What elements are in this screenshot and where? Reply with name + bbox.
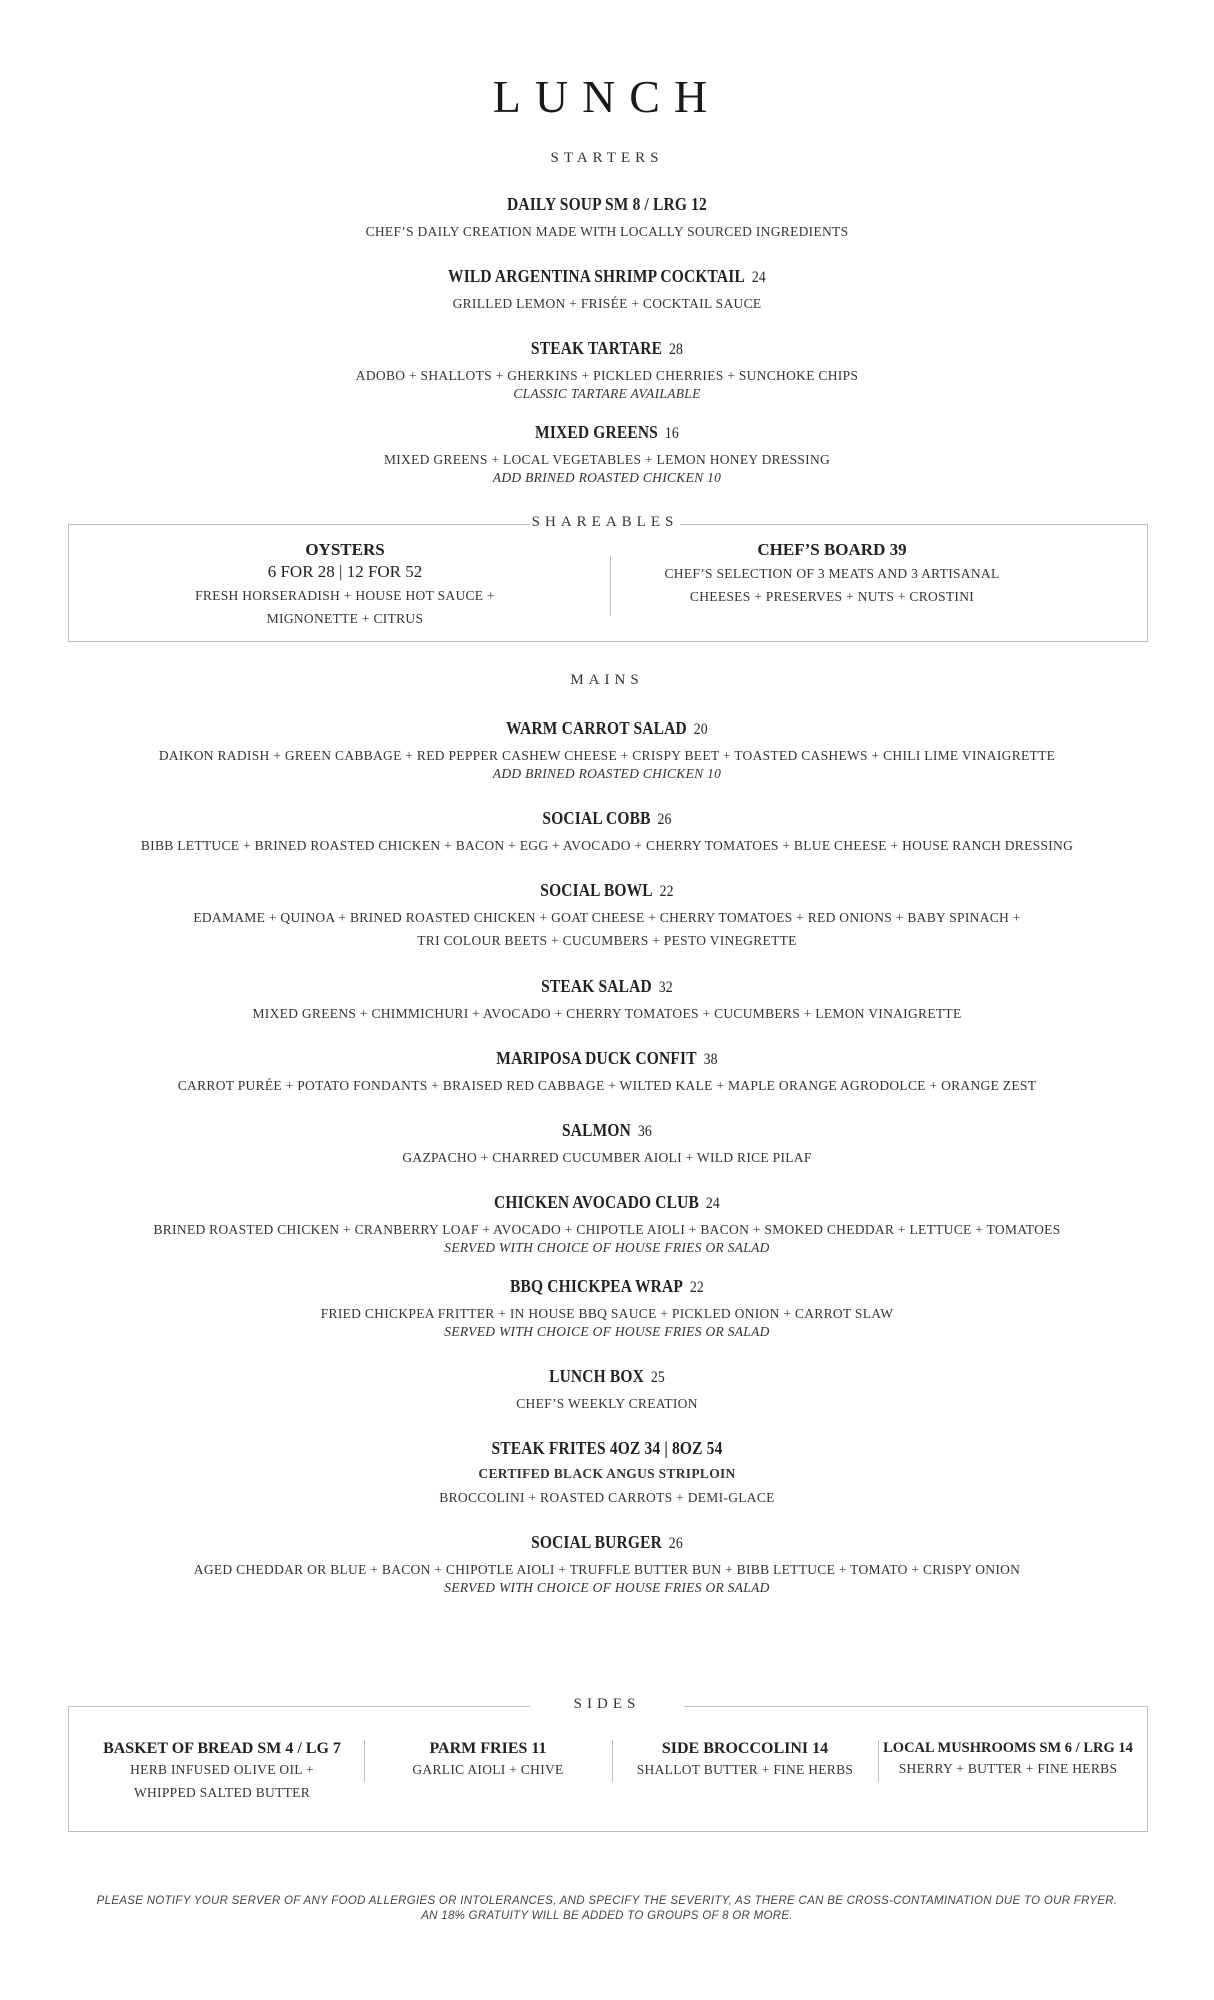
side-fries-desc: GARLIC AIOLI + CHIVE — [412, 1762, 564, 1777]
main-carrot-salad-desc: DAIKON RADISH + GREEN CABBAGE + RED PEPPER CASHEW CHEESE + CRISPY BEET + TOASTED CASHEWS + CHILI LIME VINAIGRETTE — [158, 748, 1056, 763]
side-broccolini-block — [612, 1740, 878, 1781]
chefs-board-name: CHEF’S BOARD 39 — [757, 540, 907, 559]
side-bread-desc-line2: WHIPPED SALTED BUTTER — [133, 1785, 311, 1800]
side-broccolini-desc: SHALLOT BUTTER + FINE HERBS — [636, 1762, 854, 1777]
main-salmon-name: SALMON 36 — [562, 1120, 652, 1140]
main-wrap-name: BBQ CHICKPEA WRAP 22 — [510, 1276, 704, 1296]
side-broccolini-name: SIDE BROCCOLINI 14 — [661, 1740, 829, 1757]
starter-daily-soup-desc: CHEF’S DAILY CREATION MADE WITH LOCALLY SOURCED INGREDIENTS — [365, 224, 849, 239]
side-fries-name: PARM FRIES 11 — [429, 1740, 547, 1757]
shareables-divider — [610, 556, 611, 616]
main-steak-frites-name: STEAK FRITES 4OZ 34 | 8OZ 54 — [491, 1438, 723, 1458]
main-duck-desc: CARROT PURÉE + POTATO FONDANTS + BRAISED RED CABBAGE + WILTED KALE + MAPLE ORANGE AGRODOLCE + ORANGE ZEST — [177, 1078, 1037, 1093]
main-bowl-desc: EDAMAME + QUINOA + BRINED ROASTED CHICKEN + GOAT CHEESE + CHERRY TOMATOES + RED ONIONS + BABY SPINACH + — [193, 910, 1021, 925]
main-burger-name: SOCIAL BURGER 26 — [531, 1532, 683, 1552]
mains-heading: MAINS — [570, 672, 644, 688]
oysters-prices: 6 FOR 28 | 12 FOR 52 — [267, 562, 423, 581]
starter-tartare-note: CLASSIC TARTARE AVAILABLE — [513, 386, 701, 401]
starter-greens-desc: MIXED GREENS + LOCAL VEGETABLES + LEMON HONEY DRESSING — [383, 452, 831, 467]
main-burger-note: SERVED WITH CHOICE OF HOUSE FRIES OR SALAD — [444, 1580, 770, 1595]
main-steak-frites-desc: BROCCOLINI + ROASTED CARROTS + DEMI-GLACE — [439, 1490, 775, 1505]
shareables-heading: SHAREABLES — [531, 514, 679, 530]
main-bowl-name: SOCIAL BOWL 22 — [540, 880, 674, 900]
chefs-board-desc-line1: CHEF’S SELECTION OF 3 MEATS AND 3 ARTISANAL — [664, 566, 1000, 581]
main-burger-desc: AGED CHEDDAR OR BLUE + BACON + CHIPOTLE AIOLI + TRUFFLE BUTTER BUN + BIBB LETTUCE + TOMATO + CRISPY ONION — [193, 1562, 1021, 1577]
main-steak-salad-desc: MIXED GREENS + CHIMMICHURI + AVOCADO + CHERRY TOMATOES + CUCUMBERS + LEMON VINAIGRETTE — [252, 1006, 962, 1021]
allergy-notice: PLEASE NOTIFY YOUR SERVER OF ANY FOOD ALLERGIES OR INTOLERANCES, AND SPECIFY THE SEVERITY, AS THERE CAN BE CROSS-CONTAMINATION DUE TO OUR FRYER. — [96, 1895, 1118, 1907]
main-cobb-name: SOCIAL COBB 26 — [542, 808, 672, 828]
chefs-board-desc-line2: CHEESES + PRESERVES + NUTS + CROSTINI — [689, 589, 975, 604]
starter-daily-soup-name: DAILY SOUP SM 8 / LRG 12 — [507, 194, 707, 214]
oysters-desc-line1: FRESH HORSERADISH + HOUSE HOT SAUCE + — [195, 588, 495, 603]
main-carrot-salad-note: ADD BRINED ROASTED CHICKEN 10 — [492, 766, 722, 781]
gratuity-notice: AN 18% GRATUITY WILL BE ADDED TO GROUPS OF 8 OR MORE. — [421, 1910, 793, 1922]
main-carrot-salad-name: WARM CARROT SALAD 20 — [506, 718, 708, 738]
side-bread-block — [80, 1740, 364, 1804]
main-salmon-desc: GAZPACHO + CHARRED CUCUMBER AIOLI + WILD RICE PILAF — [402, 1150, 812, 1165]
oysters-desc-line2: MIGNONETTE + CITRUS — [266, 611, 424, 626]
side-mushrooms-desc: SHERRY + BUTTER + FINE HERBS — [898, 1761, 1118, 1776]
main-club-name: CHICKEN AVOCADO CLUB 24 — [494, 1192, 720, 1212]
main-cobb-desc: BIBB LETTUCE + BRINED ROASTED CHICKEN + BACON + EGG + AVOCADO + CHERRY TOMATOES + BLUE CHEESE + HOUSE RANCH DRESSING — [140, 838, 1074, 853]
main-duck-name: MARIPOSA DUCK CONFIT 38 — [496, 1048, 718, 1068]
main-wrap-desc: FRIED CHICKPEA FRITTER + IN HOUSE BBQ SAUCE + PICKLED ONION + CARROT SLAW — [320, 1306, 894, 1321]
main-bowl-desc-line2: TRI COLOUR BEETS + CUCUMBERS + PESTO VINEGRETTE — [417, 933, 797, 948]
side-mushrooms-block — [878, 1740, 1138, 1780]
main-steak-frites-subhead: CERTIFED BLACK ANGUS STRIPLOIN — [478, 1466, 736, 1481]
starter-tartare-desc: ADOBO + SHALLOTS + GHERKINS + PICKLED CHERRIES + SUNCHOKE CHIPS — [355, 368, 859, 383]
chefs-board-block — [612, 540, 1052, 608]
starters-heading: STARTERS — [550, 150, 664, 166]
starter-greens-name: MIXED GREENS 16 — [535, 422, 679, 442]
main-lunch-box-name: LUNCH BOX 25 — [549, 1366, 665, 1386]
side-mushrooms-name: LOCAL MUSHROOMS SM 6 / LRG 14 — [883, 1740, 1133, 1756]
menu-title: LUNCH — [492, 71, 722, 122]
starter-shrimp-desc: GRILLED LEMON + FRISÉE + COCKTAIL SAUCE — [452, 296, 762, 311]
starter-shrimp-name: WILD ARGENTINA SHRIMP COCKTAIL 24 — [448, 266, 766, 286]
main-wrap-note: SERVED WITH CHOICE OF HOUSE FRIES OR SALAD — [444, 1324, 770, 1339]
starter-tartare-name: STEAK TARTARE 28 — [530, 338, 684, 358]
side-bread-desc-line1: HERB INFUSED OLIVE OIL + — [130, 1762, 314, 1777]
main-steak-salad-name: STEAK SALAD 32 — [541, 976, 673, 996]
side-fries-block — [364, 1740, 612, 1781]
main-club-note: SERVED WITH CHOICE OF HOUSE FRIES OR SALAD — [444, 1240, 770, 1255]
oysters-name: OYSTERS — [305, 540, 385, 559]
side-bread-name: BASKET OF BREAD SM 4 / LG 7 — [103, 1740, 341, 1757]
oysters-block — [80, 540, 610, 630]
main-club-desc: BRINED ROASTED CHICKEN + CRANBERRY LOAF + AVOCADO + CHIPOTLE AIOLI + BACON + SMOKED CHEDDAR + LETTUCE + TOMATOES — [153, 1222, 1061, 1237]
sides-heading: SIDES — [530, 1696, 684, 1713]
main-lunch-box-desc: CHEF’S WEEKLY CREATION — [516, 1396, 698, 1411]
starter-greens-note: ADD BRINED ROASTED CHICKEN 10 — [492, 470, 722, 485]
